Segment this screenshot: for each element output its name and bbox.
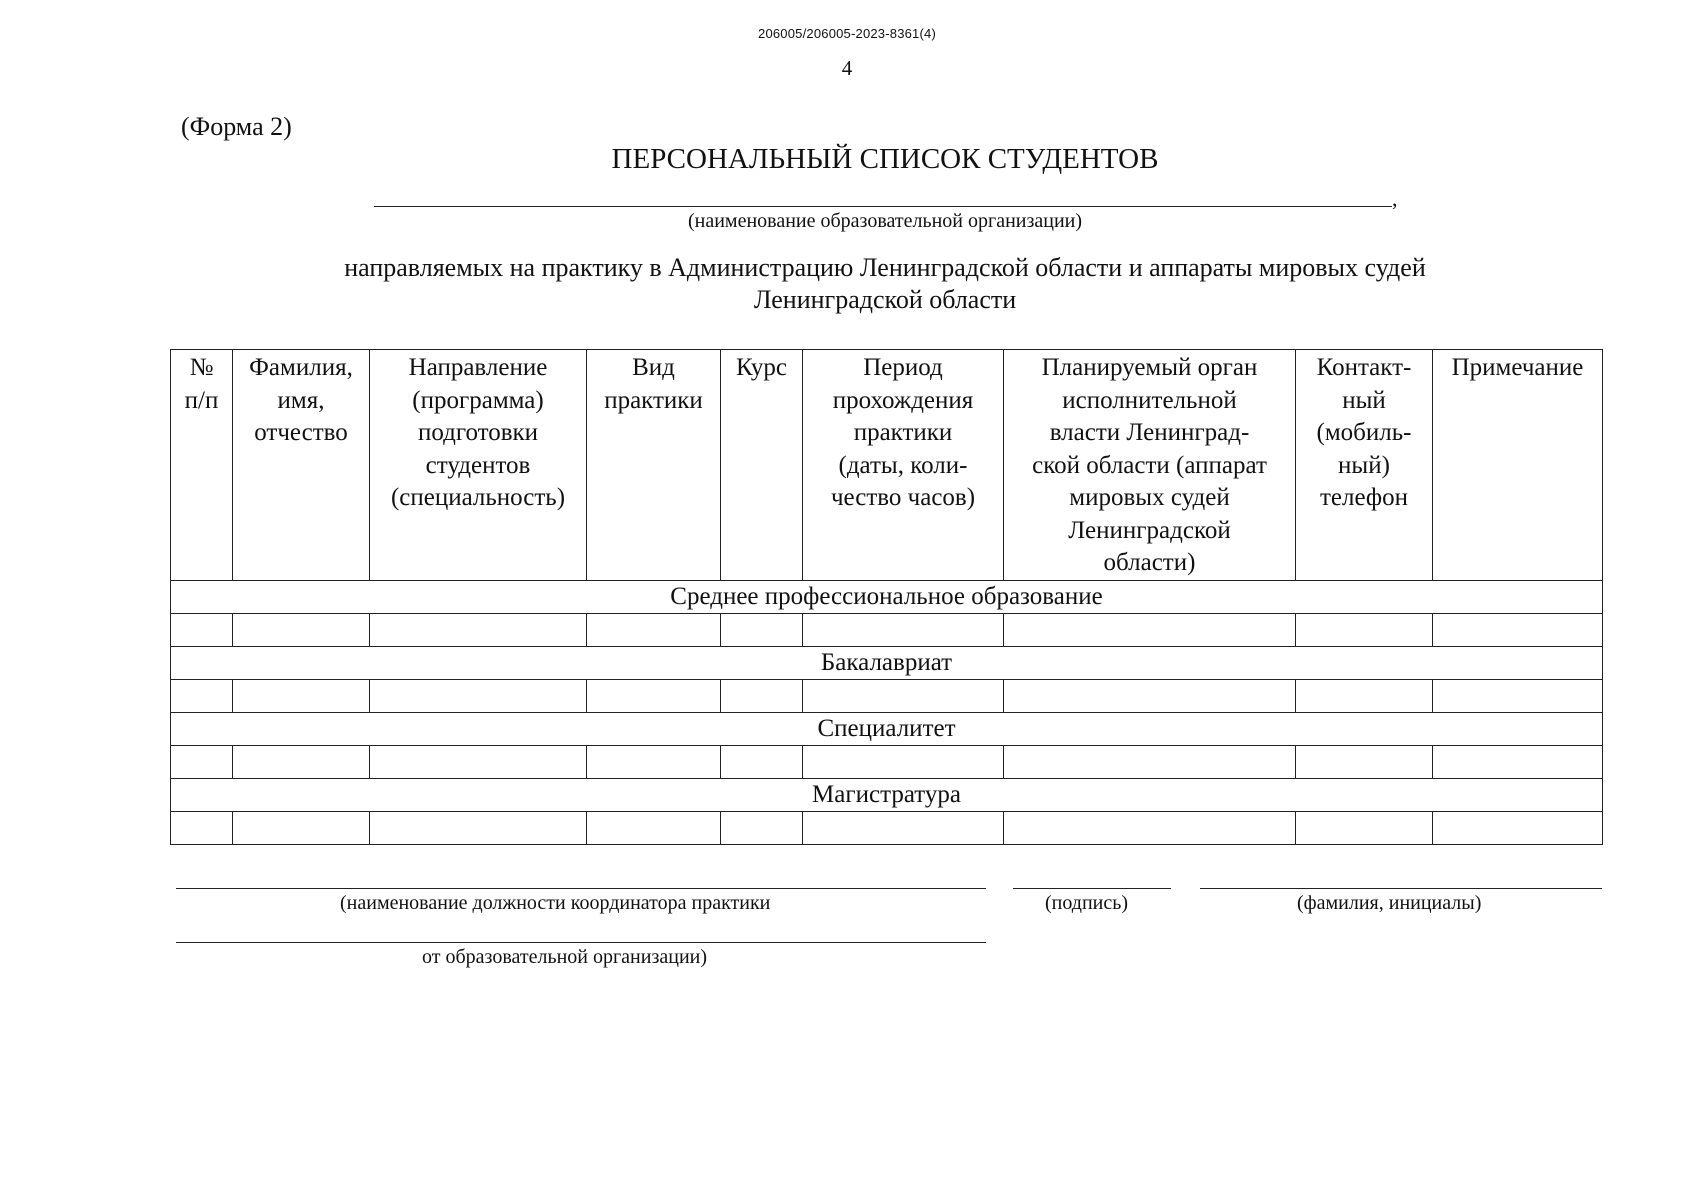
column-header-practice-type: Вид практики xyxy=(587,350,721,581)
document-title: ПЕРСОНАЛЬНЫЙ СПИСОК СТУДЕНТОВ xyxy=(611,143,1159,175)
table-cell[interactable] xyxy=(1433,811,1603,844)
organization-name-line xyxy=(374,206,1392,207)
column-header-note: Примечание xyxy=(1433,350,1603,581)
table-row xyxy=(171,613,1603,646)
table-cell[interactable] xyxy=(171,613,233,646)
section-label-bachelor: Бакалавриат xyxy=(171,646,1603,679)
column-header-full-name: Фамилия, имя, отчество xyxy=(233,350,370,581)
table-cell[interactable] xyxy=(370,745,587,778)
signature-line xyxy=(1013,888,1171,889)
table-row xyxy=(171,811,1603,844)
column-header-period: Период прохождения практики (даты, коли- чество часов) xyxy=(803,350,1004,581)
column-header-number: № п/п xyxy=(171,350,233,581)
table-cell[interactable] xyxy=(1296,613,1433,646)
column-header-planned-body: Планируемый орган исполнительной власти Ленинград- ской области (аппарат мировых судей Ленинградской области) xyxy=(1004,350,1296,581)
table-cell[interactable] xyxy=(171,679,233,712)
column-header-course: Курс xyxy=(721,350,803,581)
table-cell[interactable] xyxy=(587,679,721,712)
name-initials-line xyxy=(1200,888,1602,889)
column-header-program: Направление (программа) подготовки студентов (специальность) xyxy=(370,350,587,581)
table-cell[interactable] xyxy=(721,811,803,844)
organization-line-comma: , xyxy=(1392,186,1398,211)
name-initials-caption: (фамилия, инициалы) xyxy=(1297,892,1482,914)
table-cell[interactable] xyxy=(1004,811,1296,844)
subtitle-line-2: Ленинградской области xyxy=(753,285,1017,314)
table-cell[interactable] xyxy=(233,745,370,778)
table-cell[interactable] xyxy=(1004,679,1296,712)
table-cell[interactable] xyxy=(803,613,1004,646)
table-cell[interactable] xyxy=(370,613,587,646)
table-cell[interactable] xyxy=(587,613,721,646)
table-header-row xyxy=(171,350,1603,581)
section-label-secondary-vocational: Среднее профессиональное образование xyxy=(171,580,1603,613)
table-cell[interactable] xyxy=(803,679,1004,712)
table-cell[interactable] xyxy=(370,811,587,844)
page-number: 4 xyxy=(841,56,853,80)
table-cell[interactable] xyxy=(1296,811,1433,844)
table-cell[interactable] xyxy=(171,811,233,844)
table-cell[interactable] xyxy=(1296,679,1433,712)
position-signature-line-2 xyxy=(176,942,986,943)
section-row xyxy=(171,712,1603,745)
document-id: 206005/206005-2023-8361(4) xyxy=(758,26,936,41)
table-cell[interactable] xyxy=(1433,613,1603,646)
subtitle-line-1: направляемых на практику в Администрацию Ленинградской области и аппараты мировых судей xyxy=(344,253,1426,282)
table-cell[interactable] xyxy=(587,745,721,778)
table-cell[interactable] xyxy=(1433,679,1603,712)
column-header-phone: Контакт- ный (мобиль- ный) телефон xyxy=(1296,350,1433,581)
table-cell[interactable] xyxy=(1296,745,1433,778)
table-cell[interactable] xyxy=(1433,745,1603,778)
signature-caption: (подпись) xyxy=(1045,892,1129,914)
table-cell[interactable] xyxy=(803,745,1004,778)
table-cell[interactable] xyxy=(171,745,233,778)
position-caption: (наименование должности координатора практики xyxy=(340,892,771,914)
organization-name-caption: (наименование образовательной организации) xyxy=(687,210,1083,232)
table-cell[interactable] xyxy=(587,811,721,844)
document-subtitle xyxy=(290,252,1480,316)
table-cell[interactable] xyxy=(1004,745,1296,778)
section-row xyxy=(171,778,1603,811)
section-label-specialist: Специалитет xyxy=(171,712,1603,745)
table-cell[interactable] xyxy=(721,745,803,778)
table-cell[interactable] xyxy=(1004,613,1296,646)
table-cell[interactable] xyxy=(721,613,803,646)
table-row xyxy=(171,745,1603,778)
section-label-master: Магистратура xyxy=(171,778,1603,811)
table-cell[interactable] xyxy=(233,613,370,646)
table-cell[interactable] xyxy=(721,679,803,712)
students-table xyxy=(170,349,1603,845)
table-cell[interactable] xyxy=(233,811,370,844)
table-cell[interactable] xyxy=(233,679,370,712)
table-cell[interactable] xyxy=(803,811,1004,844)
section-row xyxy=(171,580,1603,613)
position-signature-line xyxy=(176,888,986,889)
section-row xyxy=(171,646,1603,679)
position-caption-2: от образовательной организации) xyxy=(422,946,708,968)
table-row xyxy=(171,679,1603,712)
form-label: (Форма 2) xyxy=(181,112,292,141)
table-cell[interactable] xyxy=(370,679,587,712)
